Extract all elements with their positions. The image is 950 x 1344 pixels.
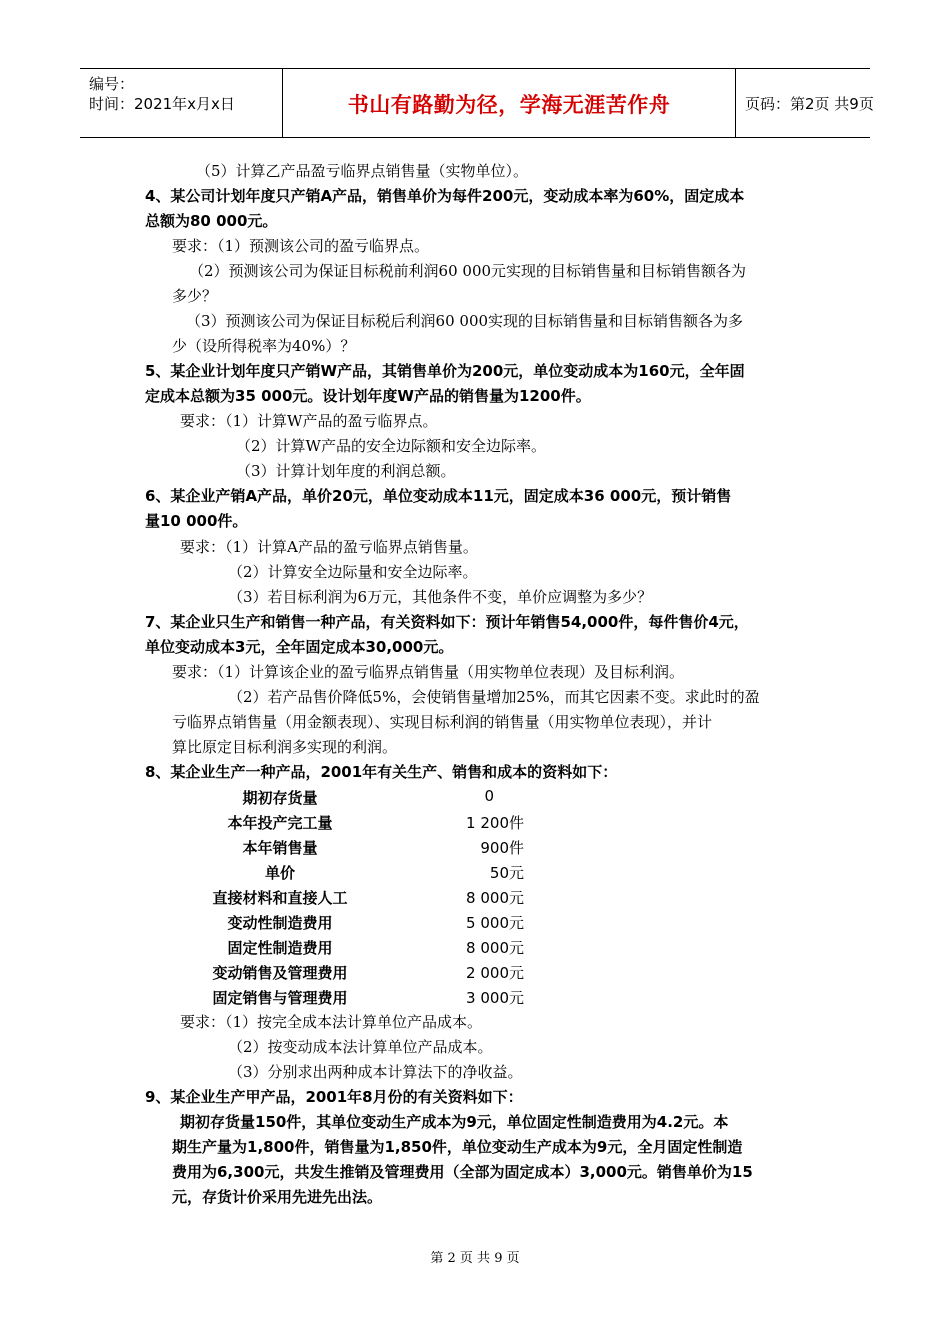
text-line: 多少？ (172, 287, 218, 305)
table-label: 直接材料和直接人工 (212, 889, 348, 907)
table-value: 900件 (480, 839, 524, 857)
text-line: （3）若目标利润为6万元，其他条件不变，单价应调整为多少？ (228, 588, 653, 606)
header-left-cell (80, 69, 282, 137)
text-line: （3）计算计划年度的利润总额。 (236, 462, 456, 480)
text-line: 总额为80 000元。 (145, 212, 278, 230)
text-line: 要求：（1）计算A产品的盈亏临界点销售量。 (180, 538, 478, 556)
text-line: 量10 000件。 (145, 512, 248, 530)
text-line: 要求：（1）计算W产品的盈亏临界点。 (180, 412, 438, 430)
text-line: 亏临界点销售量（用金额表现）、实现目标利润的销售量（用实物单位表现），并计 (172, 713, 713, 731)
motto: 书山有路勤为径，学海无涯苦作舟 (347, 93, 671, 117)
text-line: 定成本总额为35 000元。设计划年度W产品的销售量为1200件。 (145, 387, 591, 405)
header-page-cell (735, 69, 874, 137)
table-label: 本年销售量 (242, 839, 318, 857)
text-line: 要求：（1）预测该公司的盈亏临界点。 (172, 237, 430, 255)
question-9-heading: 9、某企业生产甲产品，2001年8月份的有关资料如下： (145, 1088, 523, 1106)
question-8-heading: 8、某企业生产一种产品，2001年有关生产、销售和成本的资料如下： (145, 763, 618, 781)
table-label: 变动性制造费用 (227, 914, 333, 932)
table-value: 8 000元 (466, 889, 524, 907)
header-motto-cell (282, 69, 736, 137)
text-line: （3）分别求出两种成本计算法下的净收益。 (228, 1063, 523, 1081)
text-line: 费用为6,300元，共发生推销及管理费用（全部为固定成本）3,000元。销售单价为15 (172, 1163, 753, 1181)
table-label: 期初存货量 (242, 789, 318, 807)
table-label: 固定销售与管理费用 (212, 989, 348, 1007)
question-4-heading: 4、某公司计划年度只产销A产品，销售单价为每件200元，变动成本率为60%，固定成本 (145, 187, 745, 205)
text-line: （3）预测该公司为保证目标税后利润60 000实现的目标销售量和目标销售额各为多 (186, 312, 744, 330)
question-6-heading: 6、某企业产销A产品，单价20元，单位变动成本11元，固定成本36 000元，预计销售 (145, 487, 732, 505)
table-value: 50元 (489, 864, 524, 882)
text-line: 单位变动成本3元，全年固定成本30,000元。 (145, 638, 454, 656)
table-value: 2 000元 (466, 964, 524, 982)
table-value: 5 000元 (466, 914, 524, 932)
table-label: 本年投产完工量 (227, 814, 333, 832)
table-value: 8 000元 (466, 939, 524, 957)
text-line: （5）计算乙产品盈亏临界点销售量（实物单位）。 (196, 162, 529, 180)
page-footer: 第 2 页 共 9 页 (430, 1251, 520, 1266)
text-line: （2）计算安全边际量和安全边际率。 (228, 563, 478, 581)
table-value: 0 (484, 787, 494, 805)
table-label: 变动销售及管理费用 (212, 964, 348, 982)
table-label: 固定性制造费用 (227, 939, 333, 957)
text-line: 要求：（1）按完全成本法计算单位产品成本。 (180, 1013, 483, 1031)
text-line: 算比原定目标利润多实现的利润。 (172, 738, 398, 756)
text-line: （2）预测该公司为保证目标税前利润60 000元实现的目标销售量和目标销售额各为 (189, 262, 747, 280)
text-line: 要求：（1）计算该企业的盈亏临界点销售量（用实物单位表现）及目标利润。 (172, 663, 685, 681)
code-label: 编号： (89, 75, 135, 93)
date-line: 时间：2021年x月x日 (89, 95, 235, 113)
table-label: 单价 (264, 864, 295, 882)
table-value: 1 200件 (466, 814, 524, 832)
table-value: 3 000元 (466, 989, 524, 1007)
text-line: （2）按变动成本法计算单位产品成本。 (228, 1038, 493, 1056)
text-line: 期生产量为1,800件，销售量为1,850件，单位变动生产成本为9元，全月固定性制造 (172, 1138, 743, 1156)
question-5-heading: 5、某企业计划年度只产销W产品，其销售单价为200元，单位变动成本为160元，全年固 (145, 362, 745, 380)
page-header (80, 68, 874, 138)
text-line: （2）计算W产品的安全边际额和安全边际率。 (236, 437, 546, 455)
question-7-heading: 7、某企业只生产和销售一种产品，有关资料如下：预计年销售54,000件，每件售价4元， (145, 613, 749, 631)
page-info: 页码：第2页 共9页 (745, 95, 874, 113)
text-line: 少（设所得税率为40%）？ (172, 337, 356, 355)
text-line: 元，存货计价采用先进先出法。 (172, 1188, 383, 1206)
text-line: （2）若产品售价降低5%，会使销售量增加25%，而其它因素不变。求此时的盈 (228, 688, 760, 706)
text-line: 期初存货量150件，其单位变动生产成本为9元，单位固定性制造费用为4.2元。本 (180, 1113, 729, 1131)
